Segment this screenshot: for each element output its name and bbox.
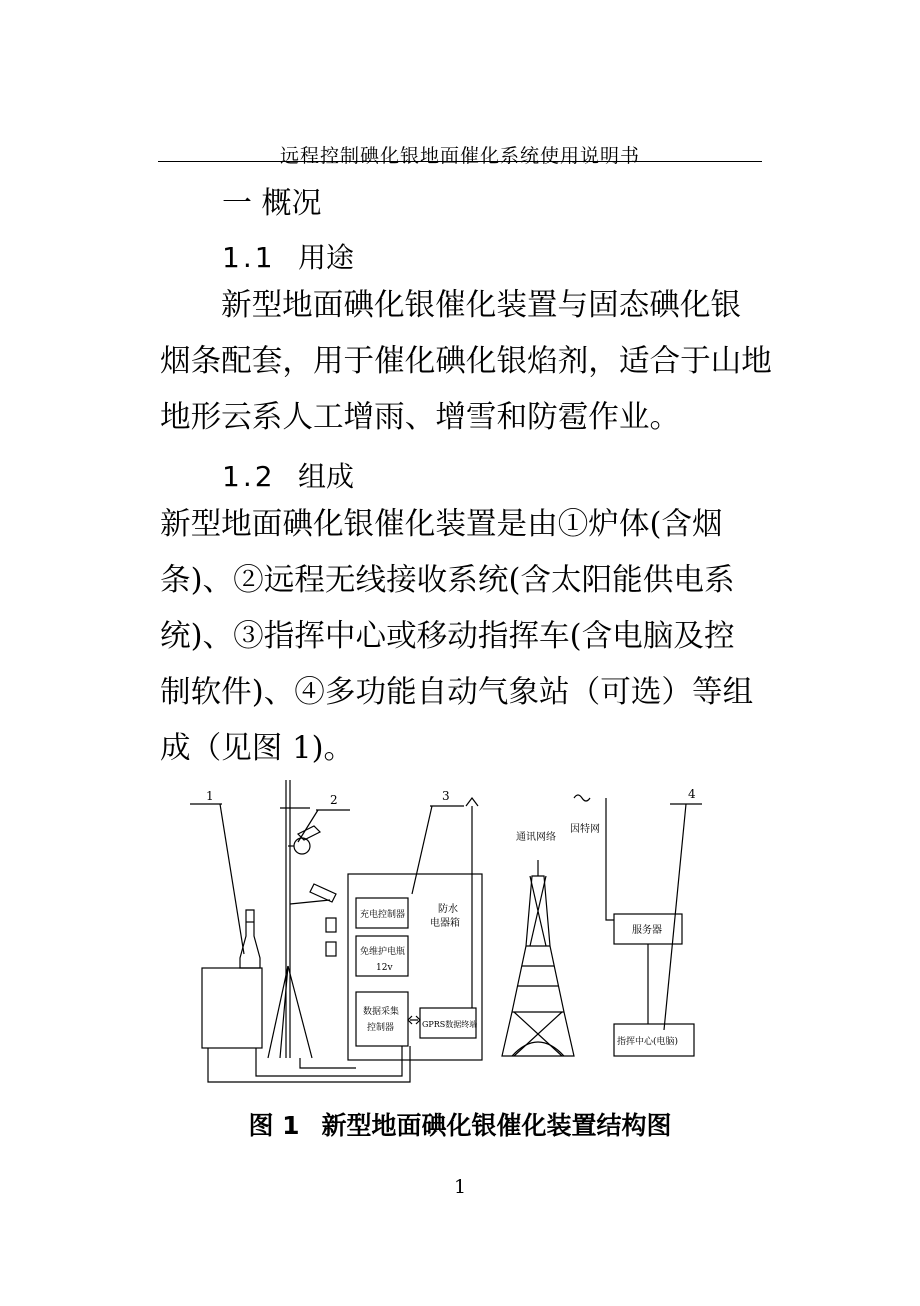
callout-2	[298, 793, 350, 842]
header-rule	[158, 161, 762, 162]
subsection-heading-composition	[222, 455, 354, 495]
callout-label: 4	[688, 787, 696, 801]
section-heading-overview: 一 概况	[222, 186, 322, 221]
svg-text:防水: 防水	[438, 904, 458, 915]
sensor-icon	[294, 838, 310, 854]
svg-text:控制器: 控制器	[367, 1023, 395, 1033]
furnace-body	[202, 910, 262, 1056]
svg-text:通讯网络: 通讯网络	[516, 832, 556, 843]
paragraph-line: 统)、③指挥中心或移动指挥车(含电脑及控	[160, 619, 735, 654]
solar-panel-icon	[310, 884, 336, 902]
svg-text:12v: 12v	[376, 963, 393, 973]
svg-text:指挥中心(电脑): 指挥中心(电脑)	[617, 1037, 679, 1047]
svg-text:电器箱: 电器箱	[430, 918, 460, 929]
svg-text:因特网: 因特网	[570, 824, 600, 835]
callout-label: 3	[442, 789, 450, 803]
mast-tripod	[268, 780, 336, 1058]
internet-link	[570, 795, 614, 920]
waterproof-box	[348, 798, 482, 1060]
svg-text:充电控制器: 充电控制器	[360, 910, 406, 920]
subsection-heading-purpose	[222, 236, 354, 276]
wiring	[208, 1046, 410, 1082]
server-command	[614, 914, 694, 1056]
callout-label: 2	[330, 793, 338, 807]
paragraph-line: 条)、②远程无线接收系统(含太阳能供电系	[160, 563, 735, 598]
callout-3	[412, 789, 464, 894]
paragraph-line: 烟条配套，用于催化碘化银焰剂，适合于山地	[160, 344, 772, 379]
subsection-number: 1.2	[222, 460, 276, 493]
svg-text:GPRS数据终端: GPRS数据终端	[422, 1020, 478, 1029]
paragraph-line: 新型地面碘化银催化装置是由①炉体(含烟	[160, 507, 723, 542]
figure-caption-text: 新型地面碘化银催化装置结构图	[321, 1111, 672, 1140]
paragraph-purpose	[160, 278, 772, 446]
paragraph-line: 地形云系人工增雨、增雪和防雹作业。	[160, 400, 681, 435]
paragraph-line: 制软件)、④多功能自动气象站（可选）等组	[160, 675, 754, 710]
paragraph-composition	[160, 497, 753, 777]
subsection-title: 组成	[298, 460, 355, 493]
data-collector-box	[356, 992, 408, 1046]
running-header: 远程控制碘化银地面催化系统使用说明书	[279, 145, 640, 167]
paragraph-line: 新型地面碘化银催化装置与固态碘化银	[221, 288, 742, 323]
wind-vane-icon	[298, 826, 320, 840]
subsection-title: 用途	[298, 241, 355, 274]
callout-4	[664, 787, 702, 1030]
svg-text:服务器: 服务器	[632, 925, 662, 936]
communication-tower	[502, 830, 574, 1056]
svg-text:数据采集: 数据采集	[363, 1007, 400, 1017]
paragraph-line: 成（见图 1)。	[160, 731, 355, 766]
figure-number: 图 1	[248, 1111, 300, 1140]
page-number: 1	[453, 1176, 467, 1198]
figure-caption	[160, 1106, 760, 1142]
subsection-number: 1.1	[222, 241, 276, 274]
callout-1	[190, 789, 244, 954]
structure-diagram	[180, 776, 740, 1086]
svg-text:免维护电瓶: 免维护电瓶	[360, 947, 406, 957]
signal-wave-icon	[574, 795, 590, 801]
callout-label: 1	[206, 789, 214, 803]
